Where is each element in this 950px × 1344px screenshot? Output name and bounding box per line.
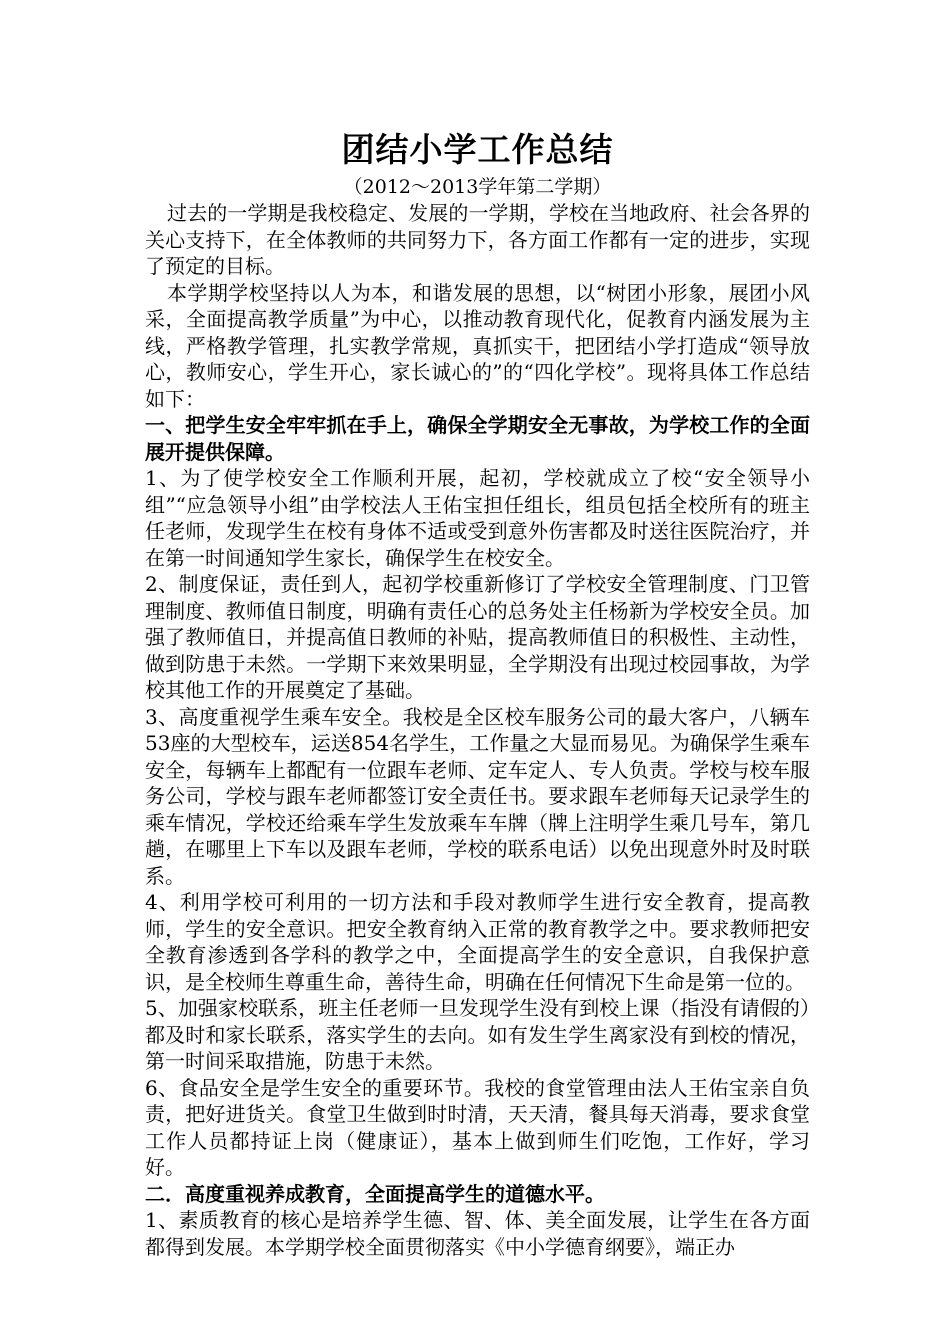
document-title: 团结小学工作总结 (341, 130, 614, 169)
paragraph-item-1-6: 6、食品安全是学生安全的重要环节。我校的食堂管理由法人王佑宝亲自负责，把好进货关。食堂卫生做到时时清，天天清，餐具每天消毒，要求食堂工作人员都持证上岗（健康证），基本上做到师生们吃饱，工作好，学习好。 (145, 1075, 810, 1179)
paragraph-item-2-1: 1、素质教育的核心是培养学生德、智、体、美全面发展，让学生在各方面都得到发展。本学期学校全面贯彻落实《中小学德育纲要》，端正办 (145, 1208, 810, 1259)
document-page (145, 128, 810, 1260)
paragraph-intro-1: 过去的一学期是我校稳定、发展的一学期，学校在当地政府、社会各界的关心支持下，在全体教师的共同努力下，各方面工作都有一定的进步，实现了预定的目标。 (145, 201, 810, 278)
document-body (145, 200, 810, 1260)
paragraph-intro-2: 本学期学校坚持以人为本，和谐发展的思想，以“树团小形象，展团小风采，全面提高教学质量”为中心，以推动教育现代化，促教育内涵发展为主线，严格教学管理，扎实教学常规，真抓实干，把团结小学打造成“领导放心，教师安心，学生开心，家长诚心的”的“四化学校”。现将具体工作总结如下： (145, 280, 810, 411)
document-subtitle: （2012～2013学年第二学期） (343, 176, 612, 198)
paragraph-item-1-5: 5、加强家校联系，班主任老师一旦发现学生没有到校上课（指没有请假的）都及时和家长联系，落实学生的去向。如有发生学生离家没有到校的情况，第一时间采取措施，防患于未然。 (145, 996, 810, 1073)
paragraph-item-1-1: 1、为了使学校安全工作顺利开展，起初，学校就成立了校“安全领导小组”“应急领导小组”由学校法人王佑宝担任组长，组员包括全校所有的班主任老师，发现学生在校有身体不适或受到意外伤害都及时送往医院治疗，并在第一时间通知学生家长，确保学生在校安全。 (145, 466, 810, 570)
paragraph-item-1-3: 3、高度重视学生乘车安全。我校是全区校车服务公司的最大客户，八辆车53座的大型校车，运送854名学生，工作量之大显而易见。为确保学生乘车安全，每辆车上都配有一位跟车老师、定车定人、专人负责。学校与校车服务公司，学校与跟车老师都签订安全责任书。要求跟车老师每天记录学生的乘车情况，学校还给乘车学生发放乘车车牌（牌上注明学生乘几号车，第几趟，在哪里上下车以及跟车老师，学校的联系电话）以免出现意外时及时联系。 (145, 704, 810, 888)
paragraph-item-1-2: 2、制度保证，责任到人，起初学校重新修订了学校安全管理制度、门卫管理制度、教师值日制度，明确有责任心的总务处主任杨新为学校安全员。加强了教师值日，并提高值日教师的补贴，提高教师值日的积极性、主动性，做到防患于未然。一学期下来效果明显，全学期没有出现过校园事故，为学校其他工作的开展奠定了基础。 (145, 572, 810, 702)
paragraph-item-1-4: 4、利用学校可利用的一切方法和手段对教师学生进行安全教育，提高教师，学生的安全意识。把安全教育纳入正常的教育教学之中。要求教师把安全教育渗透到各学科的教学之中，全面提高学生的安全意识，自我保护意识，是全校师生尊重生命，善待生命，明确在任何情况下生命是第一位的。 (145, 890, 810, 994)
section-heading-2: 二．高度重视养成教育，全面提高学生的道德水平。 (145, 1181, 605, 1206)
section-heading-1: 一、把学生安全牢牢抓在手上，确保全学期安全无事故，为学校工作的全面展开提供保障。 (145, 413, 810, 464)
